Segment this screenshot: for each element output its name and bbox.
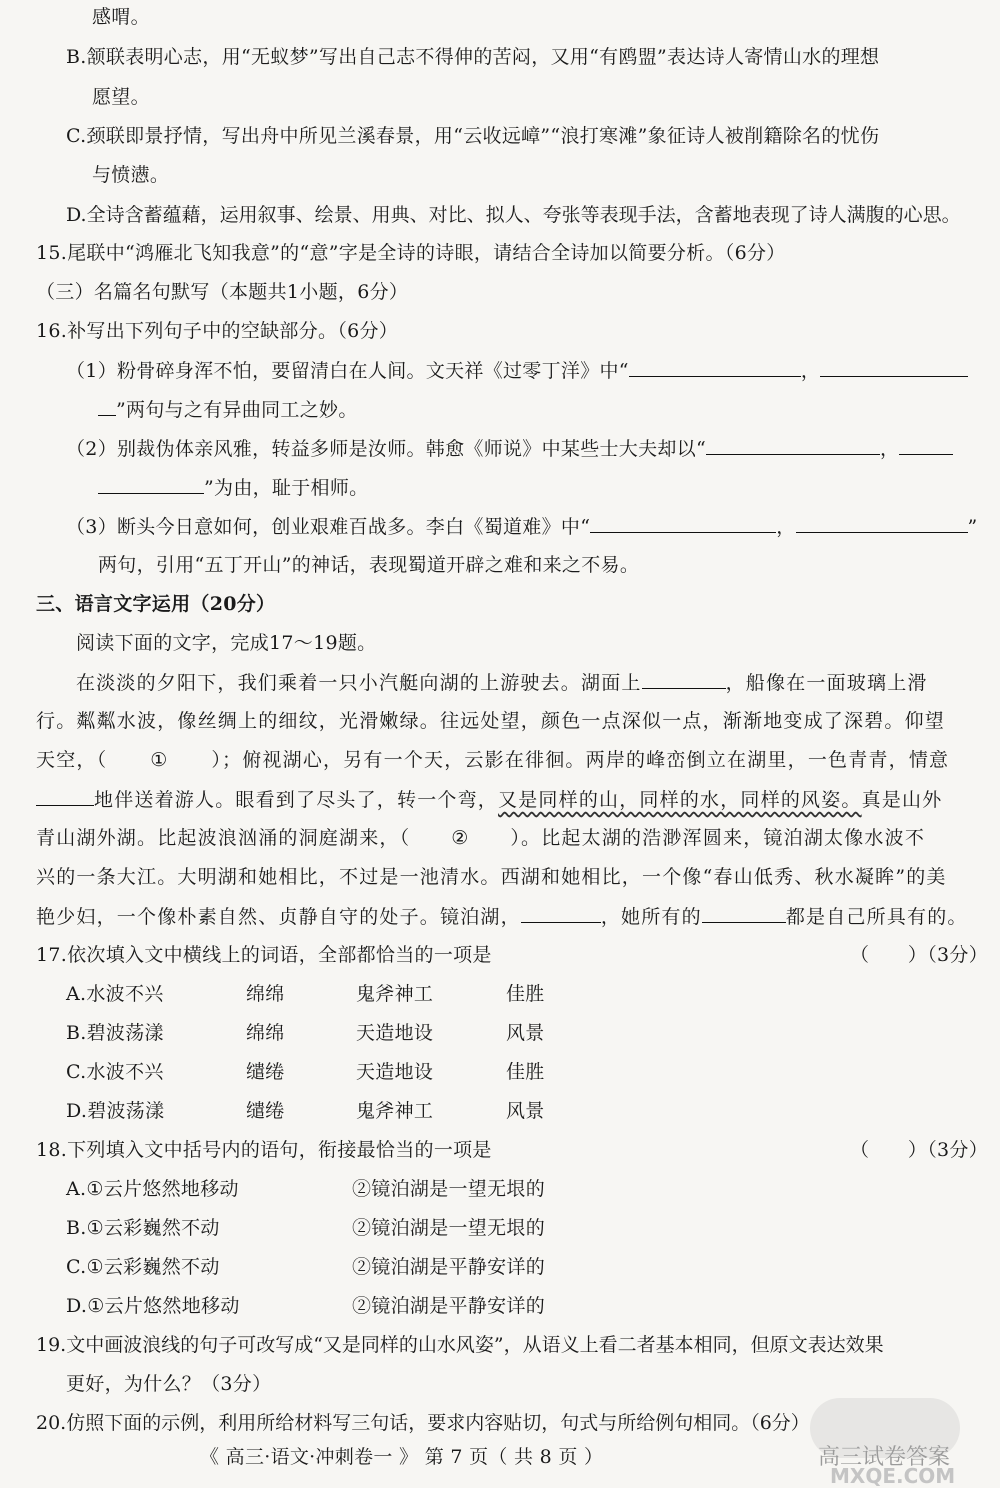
q16-item-3-cont: 两句，引用“五丁开山”的神话，表现蜀道开辟之难和来之不易。 [98, 554, 640, 576]
answer-blank[interactable] [899, 436, 953, 455]
blank-marker-1: ① [150, 749, 169, 771]
q14-option-c-cont: 与愤懑。 [92, 164, 170, 186]
passage-blank[interactable] [642, 670, 726, 689]
passage-blank[interactable] [36, 787, 94, 806]
question-19: 19.文中画波浪线的句子可改写成“又是同样的山水风姿”，从语义上看二者基本相同，但原文表达效果 [36, 1334, 884, 1356]
question-19-cont: 更好，为什么？（3分） [66, 1373, 272, 1395]
question-17: 17.依次填入文中横线上的词语，全部都恰当的一项是 [36, 944, 492, 966]
watermark-url: MXQE.COM [830, 1464, 956, 1488]
passage-line-4: 地伴送着游人。眼看到了尽头了，转一个弯，又是同样的山，同样的水，同样的风姿。真是山外 [36, 787, 942, 812]
reading-instruction: 阅读下面的文字，完成17～19题。 [76, 632, 377, 654]
q16-item-3: （3）断头今日意如何，创业艰难百战多。李白《蜀道难》中“ ， ” [66, 516, 978, 538]
blank-marker-2: ② [451, 827, 470, 849]
q14-option-b-cont: 愿望。 [92, 86, 150, 108]
answer-blank[interactable] [590, 514, 776, 533]
q14-option-d: D.全诗含蓄蕴藉，运用叙事、绘景、用典、对比、拟人、夸张等表现手法，含蓄地表现了诗人满腹的心思。 [66, 204, 961, 226]
answer-blank[interactable] [820, 358, 968, 377]
passage-line-7: 艳少妇，一个像朴素自然、贞静自守的处子。镜泊湖， ，她所有的 都是自己所具有的。 [36, 906, 968, 928]
q18-score: （ ）（3分） [850, 1139, 988, 1161]
q17-score: （ ）（3分） [850, 944, 988, 966]
q14-tail: 感喟。 [92, 6, 150, 28]
wavy-underlined-sentence: 又是同样的山，同样的水，同样的风姿。 [498, 789, 862, 811]
question-15: 15.尾联中“鸿雁北飞知我意”的“意”字是全诗的诗眼，请结合全诗加以简要分析。（6分） [36, 242, 786, 264]
passage-blank[interactable] [521, 904, 601, 923]
q16-item-1-cont: ”两句与之有异曲同工之妙。 [98, 397, 358, 422]
q14-option-c: C.颈联即景抒情，写出舟中所见兰溪春景，用“云收远嶂”“浪打寒滩”象征诗人被削籍除名的忧伤 [66, 125, 880, 147]
answer-blank[interactable] [629, 358, 801, 377]
passage-line-5: 青山湖外湖。比起波浪汹涌的洞庭湖来，（ ② ）。比起太湖的浩渺浑圆来，镜泊湖太像水波不 [36, 827, 926, 849]
passage-line-3: 天空，（ ① ）；俯视湖心，另有一个天，云影在徘徊。两岸的峰峦倒立在湖里，一色青青，情意 [36, 749, 950, 771]
question-18: 18.下列填入文中括号内的语句，衔接最恰当的一项是 [36, 1139, 492, 1161]
q16-item-2-cont: ”为由，耻于相师。 [98, 475, 368, 500]
part-3-title: 三、语言文字运用（20分） [36, 593, 276, 615]
answer-blank[interactable] [98, 475, 204, 494]
answer-blank[interactable] [796, 514, 968, 533]
page-footer: 《 高三·语文·冲刺卷一 》 第 7 页（ 共 8 页 ） [200, 1446, 604, 1468]
passage-line-6: 兴的一条大江。大明湖和她相比，不过是一池清水。西湖和她相比，一个像“春山低秀、秋水凝眸”的美 [36, 866, 947, 888]
answer-blank[interactable] [706, 436, 880, 455]
section-3-title: （三）名篇名句默写（本题共1小题，6分） [36, 281, 409, 303]
passage-line-1: 在淡淡的夕阳下，我们乘着一只小汽艇向湖的上游驶去。湖面上 ，船像在一面玻璃上滑 [76, 672, 928, 694]
q16-item-1: （1）粉骨碎身浑不怕，要留清白在人间。文天祥《过零丁洋》中“ ， [66, 358, 968, 383]
q16-item-2: （2）别裁伪体亲风雅，转益多师是汝师。韩愈《师说》中某些士大夫却以“ ， [66, 436, 953, 461]
q14-option-b: B.颔联表明心志，用“无蚁梦”写出自己志不得伸的苦闷，又用“有鸥盟”表达诗人寄情山水的理想 [66, 46, 880, 68]
watermark-brand: 高三试卷答案 [818, 1445, 951, 1470]
question-20: 20.仿照下面的示例，利用所给材料写三句话，要求内容贴切，句式与所给例句相同。（6分） [36, 1412, 810, 1434]
answer-blank[interactable] [98, 397, 116, 416]
question-16: 16.补写出下列句子中的空缺部分。（6分） [36, 320, 399, 342]
passage-line-2: 行。粼粼水波，像丝绸上的细纹，光滑嫩绿。往远处望，颜色一点深似一点，渐渐地变成了深碧。仰望 [36, 710, 946, 732]
passage-blank[interactable] [702, 904, 786, 923]
